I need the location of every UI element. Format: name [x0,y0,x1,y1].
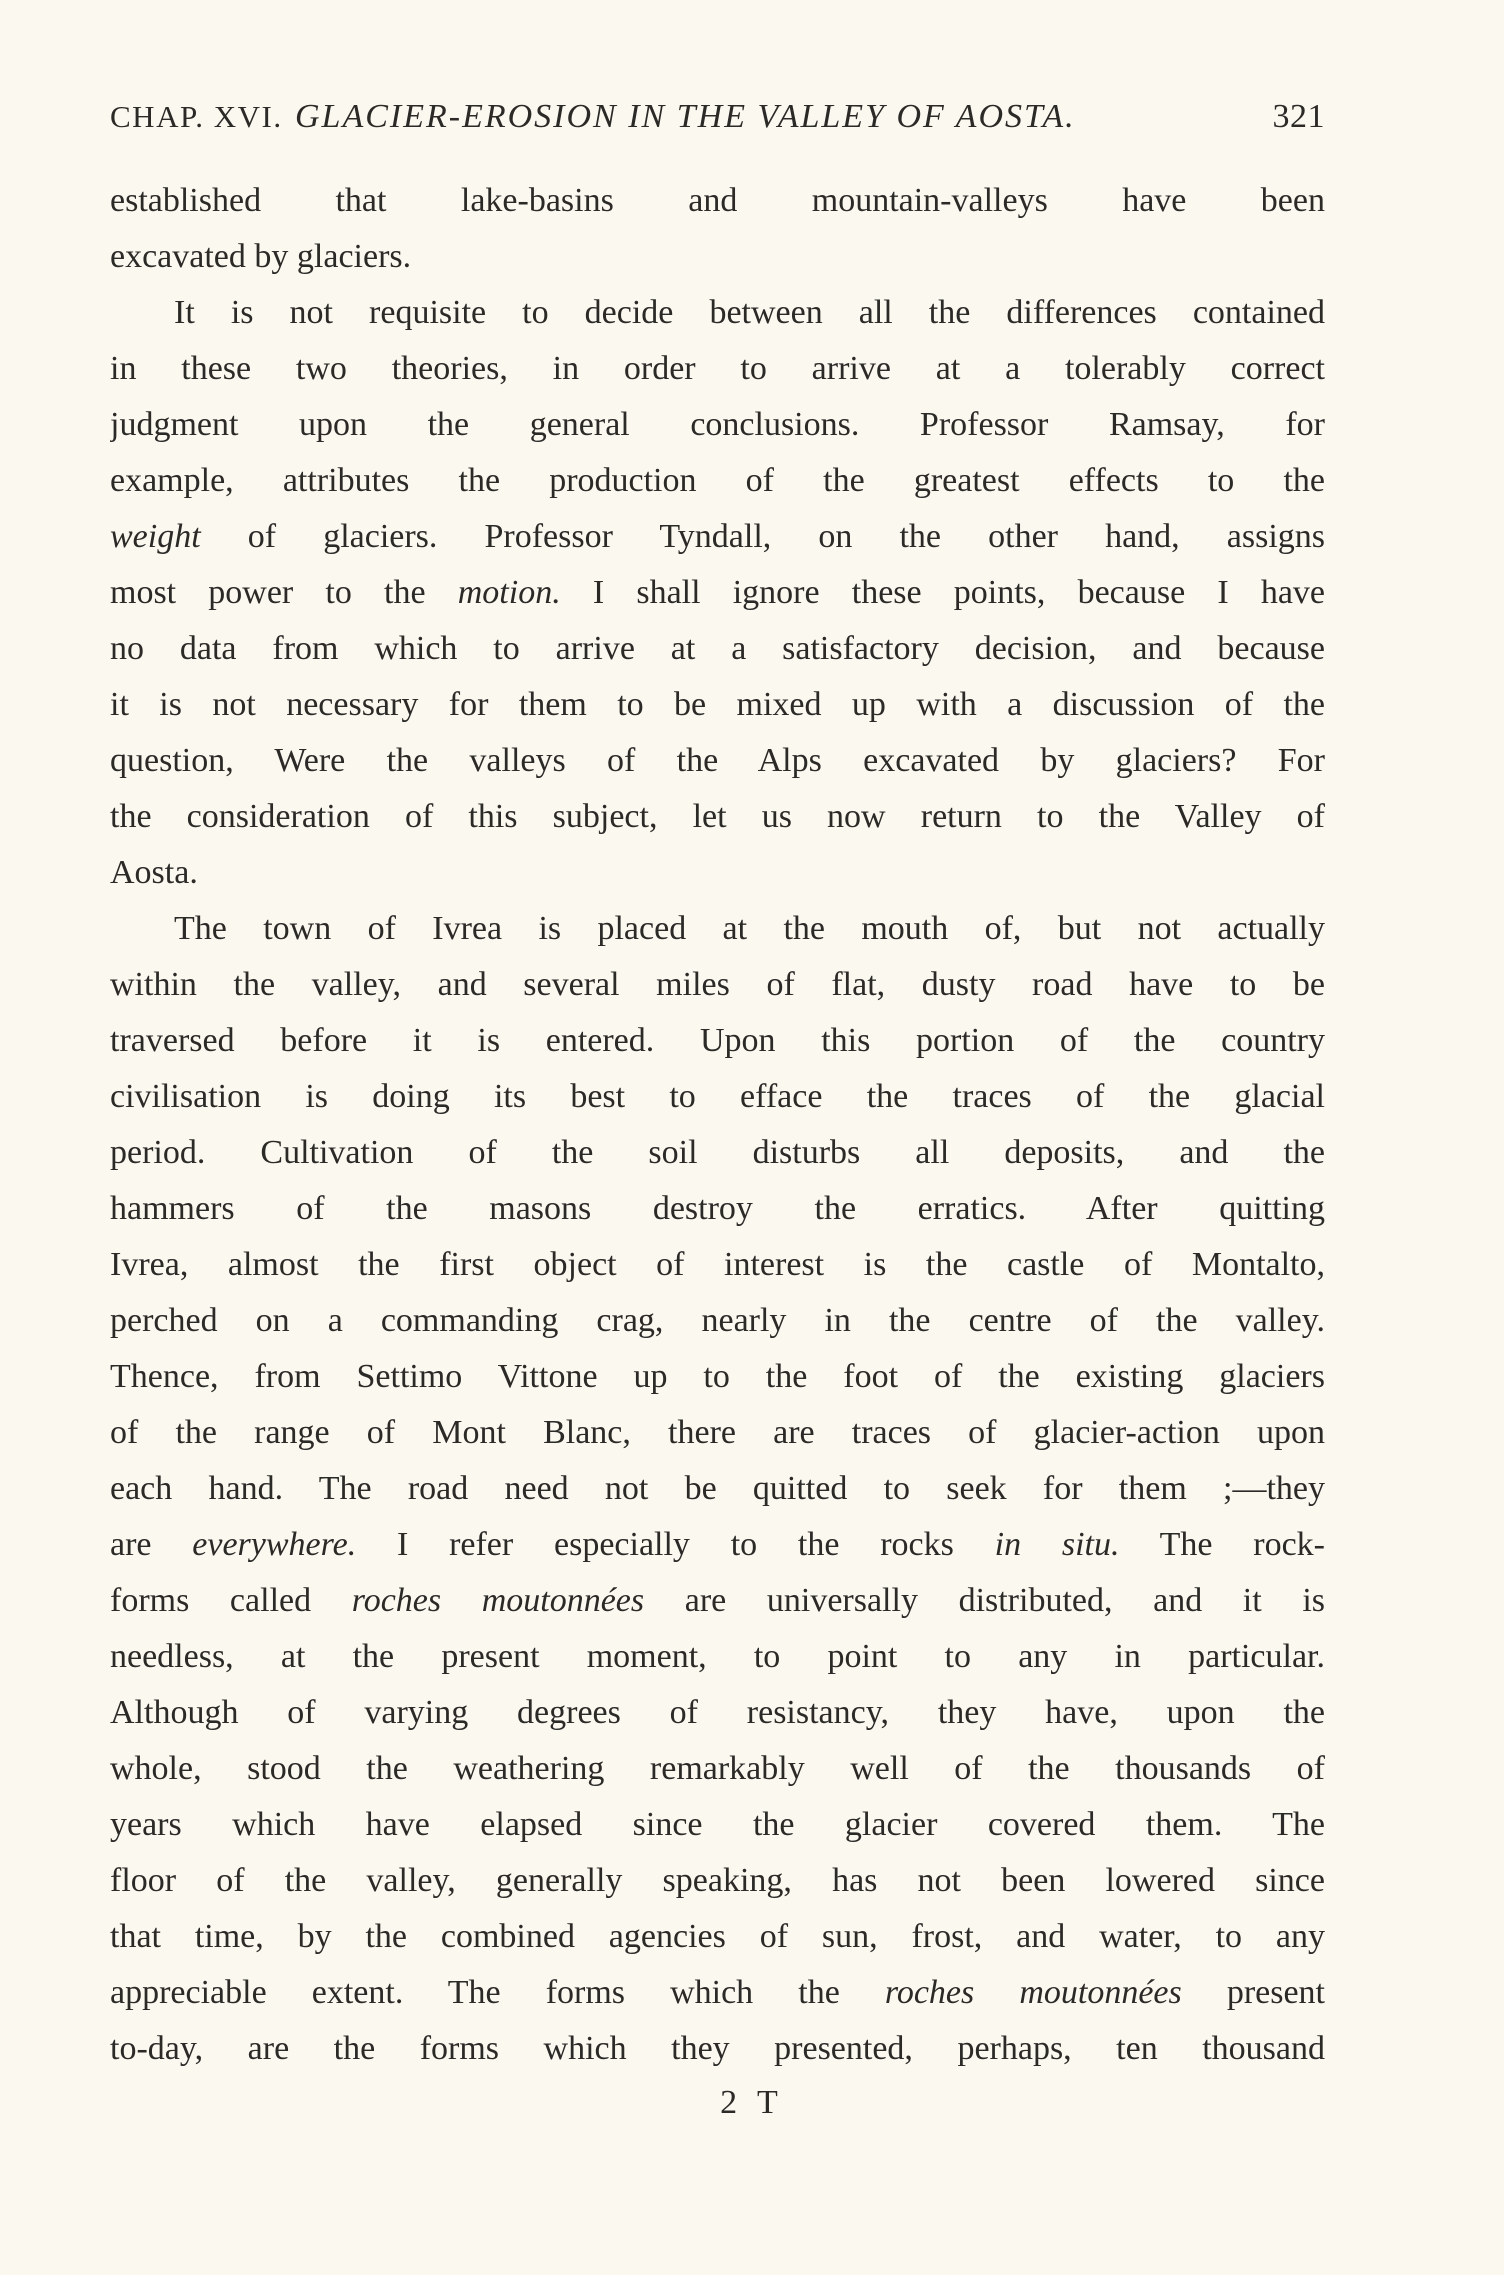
text-line [110,1853,1325,1909]
text-segment: established that lake-basins and mountain-valleys have been [110,182,1325,219]
signature-mark: 2 T [720,2084,784,2121]
text-segment: I refer especially to the rocks [356,1526,995,1563]
text-line [110,1629,1325,1685]
text-segment: each hand. The road need not be quitted to seek for them ;—they [110,1470,1325,1507]
chapter-label: CHAP. XVI. [110,99,283,134]
text-segment: The rock- [1119,1526,1325,1563]
text-line [110,2021,1325,2077]
running-head [110,92,1325,142]
text-segment: are universally distributed, and it is [644,1582,1325,1619]
text-line [110,1573,1325,1629]
text-line [110,1517,1325,1573]
text-line [110,397,1325,453]
text-line [110,1237,1325,1293]
text-line [110,1405,1325,1461]
text-segment: example, attributes the production of the greatest effects to the [110,462,1325,499]
text-segment: that time, by the combined agencies of sun, frost, and water, to any [110,1918,1325,1955]
text-line [110,733,1325,789]
text-segment: civilisation is doing its best to efface the traces of the glacial [110,1078,1325,1115]
text-segment: appreciable extent. The forms which the [110,1974,885,2011]
text-line [110,229,1325,285]
text-segment: hammers of the masons destroy the erratics. After quitting [110,1190,1325,1227]
text-line [110,1013,1325,1069]
italic-text: everywhere. [192,1526,357,1563]
text-segment: forms called [110,1582,352,1619]
text-line [110,1685,1325,1741]
running-title: GLACIER-EROSION IN THE VALLEY OF AOSTA. [295,98,1076,135]
text-line [110,1909,1325,1965]
text-segment: Aosta. [110,854,198,891]
italic-text: roches moutonnées [884,1974,1182,2011]
text-line [110,1181,1325,1237]
text-line [110,1797,1325,1853]
text-segment: within the valley, and several miles of flat, dusty road have to be [110,966,1325,1003]
text-segment: It is not requisite to decide between all the differences contained [174,294,1325,331]
text-line [110,1349,1325,1405]
text-segment: to-day, are the forms which they presented, perhaps, ten thousand [110,2030,1325,2067]
text-line [110,285,1325,341]
text-segment: Thence, from Settimo Vittone up to the foot of the existing glaciers [110,1358,1325,1395]
text-line [110,621,1325,677]
text-segment: traversed before it is entered. Upon this portion of the country [110,1022,1325,1059]
text-segment: it is not necessary for them to be mixed up with a discussion of the [110,686,1325,723]
text-segment: needless, at the present moment, to point to any in particular. [110,1638,1325,1675]
italic-text: in situ. [994,1526,1120,1563]
text-segment: I shall ignore these points, because I have [560,574,1325,611]
text-segment: present [1181,1974,1325,2011]
text-segment: Ivrea, almost the first object of interest is the castle of Montalto, [110,1246,1325,1283]
page-number: 321 [1272,98,1325,135]
italic-text: roches moutonnées [351,1582,645,1619]
text-line [110,1741,1325,1797]
text-line [110,341,1325,397]
text-line [110,509,1325,565]
text-line [110,1965,1325,2021]
italic-text: weight [110,518,201,555]
text-segment: in these two theories, in order to arrive at a tolerably correct [110,350,1325,387]
text-line [110,901,1325,957]
text-line [110,1293,1325,1349]
text-line [110,453,1325,509]
text-line [110,1125,1325,1181]
text-segment: of the range of Mont Blanc, there are traces of glacier-action upon [110,1414,1325,1451]
text-segment: judgment upon the general conclusions. Professor Ramsay, for [110,406,1325,443]
text-segment: perched on a commanding crag, nearly in the centre of the valley. [110,1302,1325,1339]
text-segment: whole, stood the weathering remarkably well of the thousands of [110,1750,1325,1787]
text-line [110,1461,1325,1517]
text-line [110,845,1325,901]
text-segment: Although of varying degrees of resistancy, they have, upon the [110,1694,1325,1731]
text-segment: most power to the [110,574,458,611]
text-segment: question, Were the valleys of the Alps excavated by glaciers? For [110,742,1325,779]
text-segment: excavated by glaciers. [110,238,412,275]
text-line [110,677,1325,733]
italic-text: motion. [457,574,561,611]
text-segment: years which have elapsed since the glacier covered them. The [110,1806,1325,1843]
text-segment: period. Cultivation of the soil disturbs all deposits, and the [110,1134,1325,1171]
text-segment: of glaciers. Professor Tyndall, on the other hand, assigns [200,518,1325,555]
text-line [110,789,1325,845]
text-line [110,565,1325,621]
body-text [110,173,1325,2077]
text-line [110,173,1325,229]
text-segment: The town of Ivrea is placed at the mouth of, but not actually [174,910,1325,947]
text-segment: floor of the valley, generally speaking, has not been lowered since [110,1862,1325,1899]
text-segment: the consideration of this subject, let us now return to the Valley of [110,798,1325,835]
text-segment: are [110,1526,193,1563]
text-line [110,1069,1325,1125]
text-line [110,957,1325,1013]
text-segment: no data from which to arrive at a satisfactory decision, and because [110,630,1325,667]
